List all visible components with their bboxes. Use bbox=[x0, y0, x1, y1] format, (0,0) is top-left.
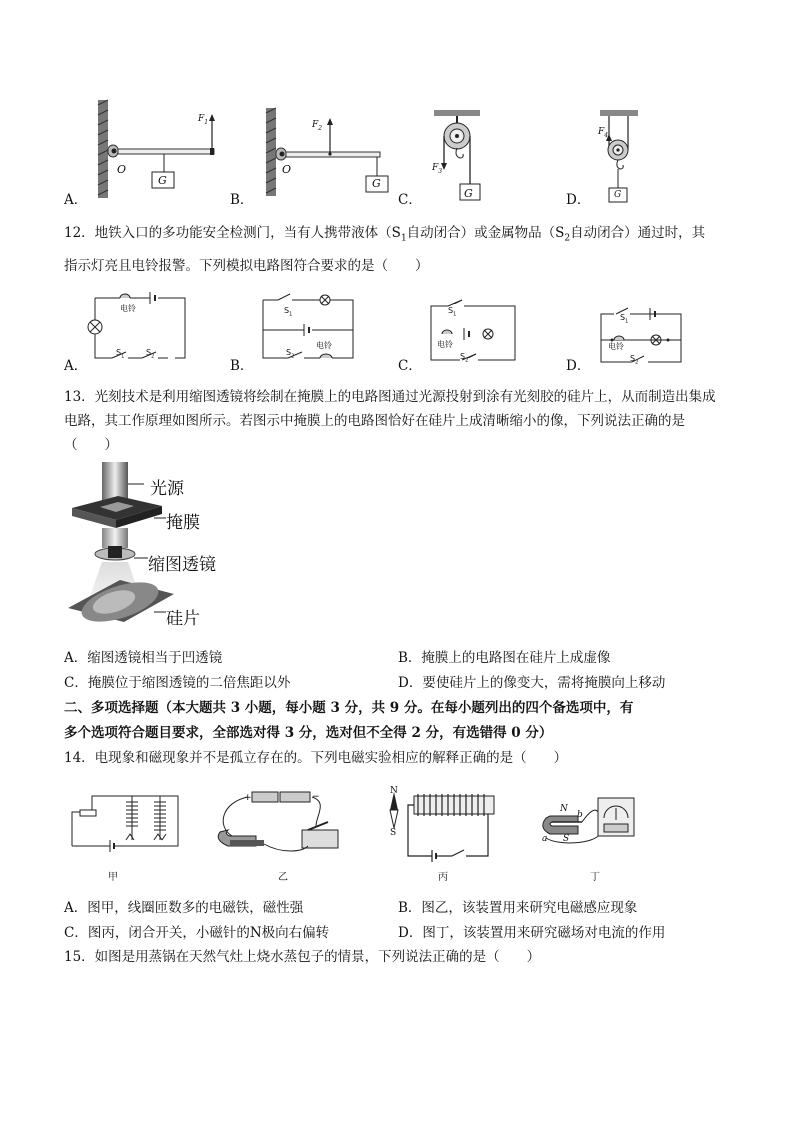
bell-label-b: 电铃 bbox=[316, 341, 332, 350]
q15-question: 15．如图是用蒸锅在天然气灶上烧水蒸包子的情景，下列说法正确的是（ ） bbox=[64, 949, 541, 965]
q11-option-a[interactable]: A． bbox=[64, 192, 88, 208]
q13-option-d[interactable]: D．要使硅片上的像变大，需将掩膜向上移动 bbox=[398, 675, 666, 691]
fig-label-yi: 乙 bbox=[278, 872, 288, 883]
label-light-source: 光源 bbox=[150, 479, 184, 499]
pivot-o-label-a: O bbox=[117, 163, 127, 176]
q11-option-d[interactable]: D． bbox=[566, 192, 591, 208]
pivot-o-label-b: O bbox=[282, 163, 292, 176]
f2-label: $F_2$ bbox=[312, 120, 323, 132]
fig-label-bing: 丙 bbox=[438, 872, 448, 883]
s2-label-a: $S_2$ bbox=[146, 348, 155, 360]
magnet-swing-figure-yi bbox=[212, 786, 352, 858]
q14-question: 14．电现象和磁现象并不是孤立存在的。下列电磁实验相应的解释正确的是（ ） bbox=[64, 750, 568, 766]
ding-s-label: S bbox=[563, 834, 570, 844]
q13-question-line2: 电路，其工作原理如图所示。若图示中掩膜上的电路图恰好在硅片上成清晰缩小的像，下列说法正确的是 bbox=[64, 413, 685, 429]
electromagnet-figure-jia bbox=[66, 790, 184, 854]
q14-option-c[interactable]: C．图丙，闭合开关，小磁针的N极向右偏转 bbox=[64, 925, 330, 941]
s2-label-d: $S_2$ bbox=[630, 354, 639, 366]
bell-label-d: 电铃 bbox=[608, 342, 624, 351]
label-wafer: 硅片 bbox=[166, 609, 200, 629]
circuit-diagram-d bbox=[598, 310, 684, 366]
compass-s-label: S bbox=[390, 828, 397, 838]
ding-b-label: b bbox=[577, 810, 583, 820]
circuit-diagram-c bbox=[428, 302, 518, 364]
q12-question-line2: 指示灯亮且电铃报警。下列模拟电路图符合要求的是（ ） bbox=[64, 258, 429, 274]
f4-label: $F_4$ bbox=[598, 127, 609, 139]
ding-n-label: N bbox=[560, 804, 568, 814]
s1-label-d: $S_1$ bbox=[620, 313, 629, 325]
weight-g-label-d: G bbox=[614, 190, 622, 200]
q12-option-a[interactable]: A． bbox=[64, 358, 88, 374]
galvanometer-figure-ding bbox=[538, 798, 648, 848]
q12-question-line1: 12．地铁入口的多功能安全检测门，当有人携带液体（$S_1$自动闭合）或金属物品（$S_2$自动闭合）通过时，其 bbox=[64, 225, 706, 244]
compass-n-label: N bbox=[390, 786, 398, 796]
q13-option-b[interactable]: B．掩膜上的电路图在硅片上成虚像 bbox=[398, 650, 611, 666]
s2-label-c: $S_2$ bbox=[460, 352, 469, 364]
ding-a-label: a bbox=[542, 834, 548, 844]
q14-option-d[interactable]: D．图丁，该装置用来研究磁场对电流的作用 bbox=[398, 925, 666, 941]
s1-label-a: $S_1$ bbox=[116, 348, 125, 360]
bell-label-c: 电铃 bbox=[437, 340, 453, 349]
fig-label-jia: 甲 bbox=[108, 872, 118, 883]
f3-label: $F_3$ bbox=[432, 163, 443, 175]
s1-label-b: $S_1$ bbox=[284, 306, 293, 318]
q13-option-a[interactable]: A．缩图透镜相当于凹透镜 bbox=[64, 650, 223, 666]
solenoid-figure-bing bbox=[384, 784, 504, 862]
q13-question-line3: （ ） bbox=[64, 437, 118, 453]
bell-label-a: 电铃 bbox=[120, 304, 136, 313]
svg-text:+: + bbox=[244, 793, 252, 803]
q13-option-c[interactable]: C．掩膜位于缩图透镜的二倍焦距以外 bbox=[64, 675, 291, 691]
section2-heading-line1: 二、多项选择题（本大题共 3 小题，每小题 3 分，共 9 分。在每小题列出的四个备选项中，有 bbox=[64, 700, 634, 716]
s1-label-c: $S_1$ bbox=[448, 306, 457, 318]
q12-option-c[interactable]: C． bbox=[398, 358, 422, 374]
weight-g-label-b: G bbox=[372, 177, 381, 190]
f1-label: $F_1$ bbox=[198, 114, 209, 126]
fig-label-ding: 丁 bbox=[590, 872, 600, 883]
q13-question-line1: 13．光刻技术是利用缩图透镜将绘制在掩膜上的电路图通过光源投射到涂有光刻胶的硅片上，从而制造出集成 bbox=[64, 389, 716, 405]
q11-option-b[interactable]: B． bbox=[230, 192, 254, 208]
fixed-pulley-diagram bbox=[430, 110, 490, 202]
label-reduction-lens: 缩图透镜 bbox=[148, 555, 216, 575]
circuit-diagram-a bbox=[90, 290, 190, 364]
q11-option-c[interactable]: C． bbox=[398, 192, 422, 208]
s2-label-b: $S_2$ bbox=[286, 348, 295, 360]
section2-heading-line2: 多个选项符合题目要求，全部选对得 3 分，选对但不全得 2 分，有选错得 0 分） bbox=[64, 725, 553, 741]
weight-g-label-a: G bbox=[158, 174, 167, 187]
q14-option-a[interactable]: A．图甲，线圈匝数多的电磁铁，磁性强 bbox=[64, 900, 304, 916]
label-mask: 掩膜 bbox=[166, 513, 200, 533]
q14-option-b[interactable]: B．图乙，该装置用来研究电磁感应现象 bbox=[398, 900, 638, 916]
weight-g-label-c: G bbox=[464, 187, 473, 200]
circuit-diagram-b bbox=[258, 296, 358, 366]
q12-option-b[interactable]: B． bbox=[230, 358, 254, 374]
svg-text:−: − bbox=[312, 792, 320, 802]
q12-option-d[interactable]: D． bbox=[566, 358, 591, 374]
